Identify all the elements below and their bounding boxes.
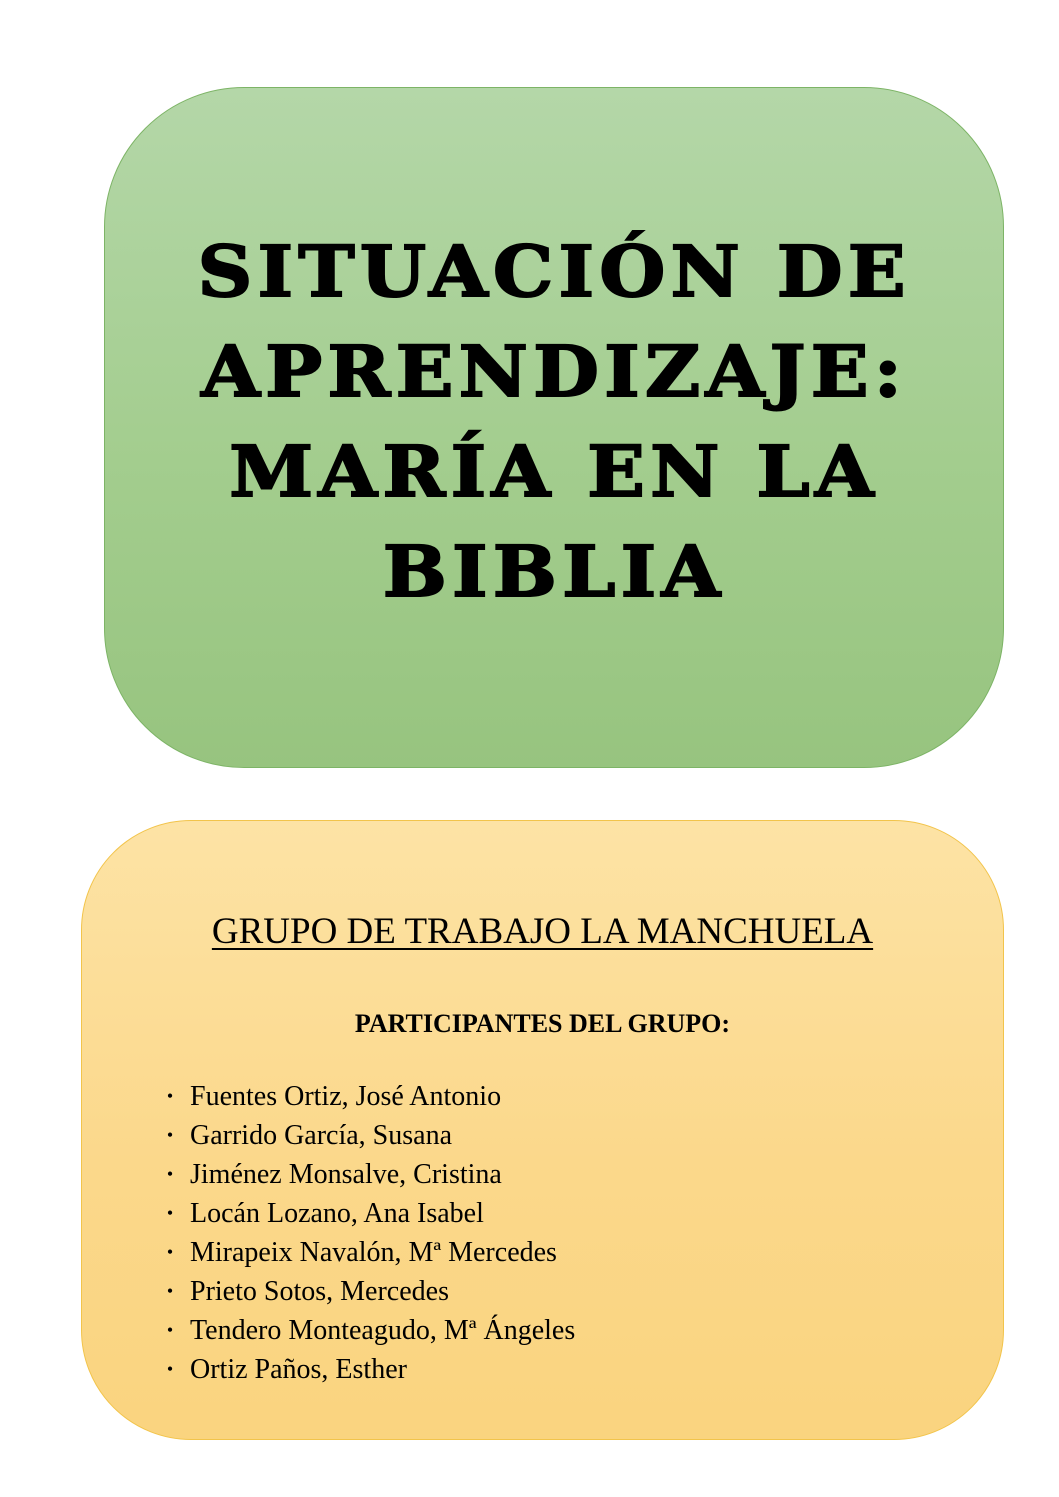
- list-item: [158, 1194, 575, 1233]
- bullet-icon: •: [166, 1086, 174, 1106]
- participants-list: [158, 1077, 575, 1389]
- document-title: [154, 222, 954, 622]
- list-item: [158, 1233, 575, 1272]
- title-line: BIBLIA: [382, 529, 726, 613]
- title-line: APRENDIZAJE:: [201, 329, 907, 413]
- list-item: [158, 1272, 575, 1311]
- list-item: [158, 1155, 575, 1194]
- bullet-icon: •: [166, 1242, 174, 1262]
- title-box: [104, 87, 1004, 768]
- participant-name: Mirapeix Navalón, Mª Mercedes: [190, 1237, 557, 1268]
- title-line: SITUACIÓN DE: [197, 229, 911, 313]
- title-line: MARÍA EN LA: [229, 429, 879, 513]
- list-item: [158, 1116, 575, 1155]
- participants-heading: PARTICIPANTES DEL GRUPO:: [354, 1009, 731, 1038]
- bullet-icon: •: [166, 1320, 174, 1340]
- bullet-icon: •: [166, 1203, 174, 1223]
- bullet-icon: •: [166, 1125, 174, 1145]
- participant-name: Tendero Monteagudo, Mª Ángeles: [190, 1315, 576, 1346]
- participant-name: Prieto Sotos, Mercedes: [190, 1276, 449, 1307]
- bullet-icon: •: [166, 1281, 174, 1301]
- participant-name: Fuentes Ortiz, José Antonio: [190, 1081, 502, 1112]
- list-item: [158, 1350, 575, 1389]
- bullet-icon: •: [166, 1164, 174, 1184]
- bullet-icon: •: [166, 1359, 174, 1379]
- list-item: [158, 1311, 575, 1350]
- participant-name: Locán Lozano, Ana Isabel: [190, 1198, 484, 1229]
- participant-name: Ortiz Paños, Esther: [190, 1354, 407, 1385]
- participant-name: Garrido García, Susana: [190, 1120, 453, 1151]
- group-heading: GRUPO DE TRABAJO LA MANCHUELA: [211, 911, 874, 952]
- group-box: [81, 820, 1004, 1440]
- list-item: [158, 1077, 575, 1116]
- participant-name: Jiménez Monsalve, Cristina: [190, 1159, 502, 1190]
